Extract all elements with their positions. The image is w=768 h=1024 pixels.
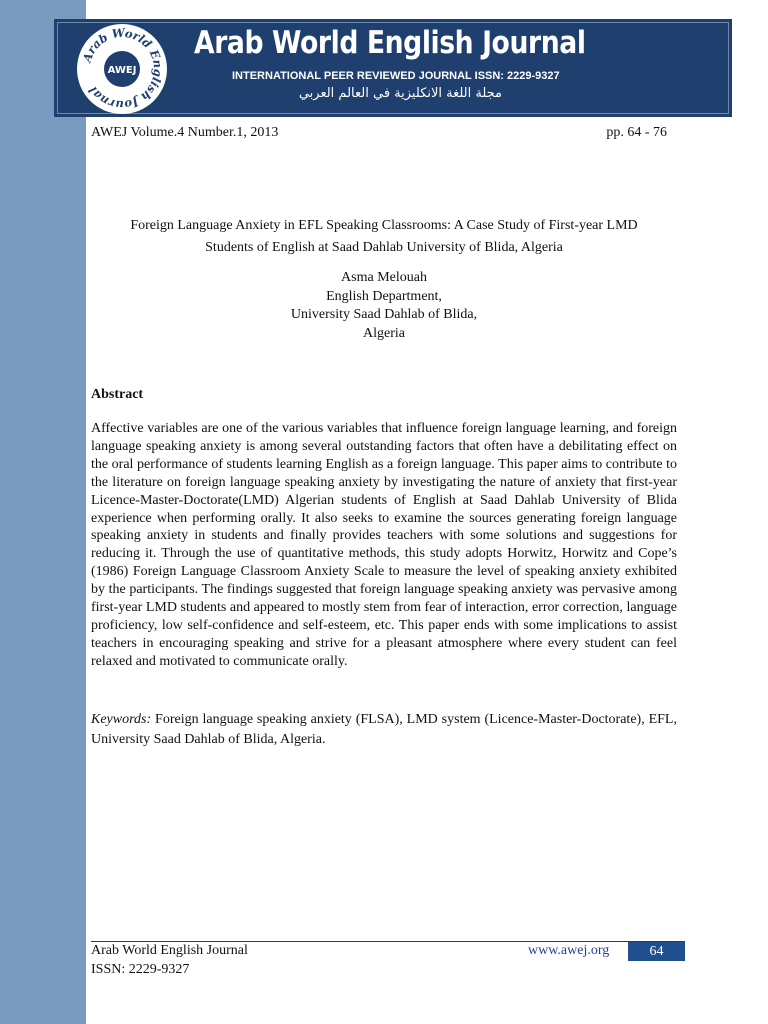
paper-title (91, 215, 677, 259)
peer-reviewed-line: INTERNATIONAL PEER REVIEWED JOURNAL ISSN: 2229-9327 (232, 70, 560, 82)
abstract-heading: Abstract (91, 387, 144, 402)
footer-issn: ISSN: 2229-9327 (91, 962, 190, 977)
author-department: English Department, (326, 288, 442, 304)
footer-journal-name: Arab World English Journal (91, 943, 248, 958)
logo-ring-text: Arab World English Journal (79, 25, 166, 113)
arabic-journal-name: مجلة اللغة الانكليزية في العالم العربي (298, 86, 502, 101)
title-line-1: Foreign Language Anxiety in EFL Speaking Classrooms: A Case Study of First-year LMD (130, 218, 638, 233)
keywords-paragraph (91, 710, 677, 750)
journal-name: Arab World English Journal (194, 25, 586, 61)
author-block (91, 269, 677, 343)
page-range: pp. 64 - 76 (606, 125, 667, 140)
volume-info: AWEJ Volume.4 Number.1, 2013 (91, 125, 279, 140)
side-color-bar (0, 0, 86, 1024)
journal-logo (76, 23, 168, 115)
journal-banner (54, 19, 732, 117)
keywords-label: Keywords: (91, 712, 152, 727)
abstract-text: Affective variables are one of the various variables that influence foreign language learning, and foreign language speaking anxiety is among several outstanding factors that often have a debilitating effect on the oral performance of students learning English as a foreign language. This paper aims to contribute to the literature on foreign language speaking anxiety by investigating the nature of anxiety that first-year Licence-Master-Doctorate(LMD) Algerian students of English at Saad Dahlab University of Blida experience when performing orally. It also seeks to examine the sources generating foreign language speaking anxiety in students and finally provides teachers with some solutions and suggestions for reducing it. Through the use of quantitative methods, this study adopts Horwitz, Horwitz and Cope’s (1986) Foreign Language Classroom Anxiety Scale to measure the level of speaking anxiety exhibited by the participants. The findings suggested that foreign language speaking anxiety was pervasive among first-year LMD students and appeared to mostly stem from fear of interaction, error correction, language proficiency, low self-confidence and self-esteem, etc. This paper ends with some implications to assist teachers in encouraging speaking and strive for a pleasant atmosphere where every student can feel relaxed and motivated to communicate orally. (91, 421, 677, 669)
author-university: University Saad Dahlab of Blida, (290, 307, 478, 322)
page-number-badge: 64 (628, 942, 685, 961)
title-line-2: Students of English at Saad Dahlab University of Blida, Algeria (205, 240, 563, 255)
footer-website-link[interactable]: www.awej.org (528, 943, 610, 958)
keywords-text: Foreign language speaking anxiety (FLSA), LMD system (Licence-Master-Doctorate), EFL, University Saad Dahlab of Blida, Algeria. (91, 712, 677, 747)
footer-divider (91, 941, 685, 942)
logo-center-text: AWEJ (107, 65, 137, 76)
author-country: Algeria (363, 325, 405, 341)
author-name: Asma Melouah (341, 270, 427, 285)
